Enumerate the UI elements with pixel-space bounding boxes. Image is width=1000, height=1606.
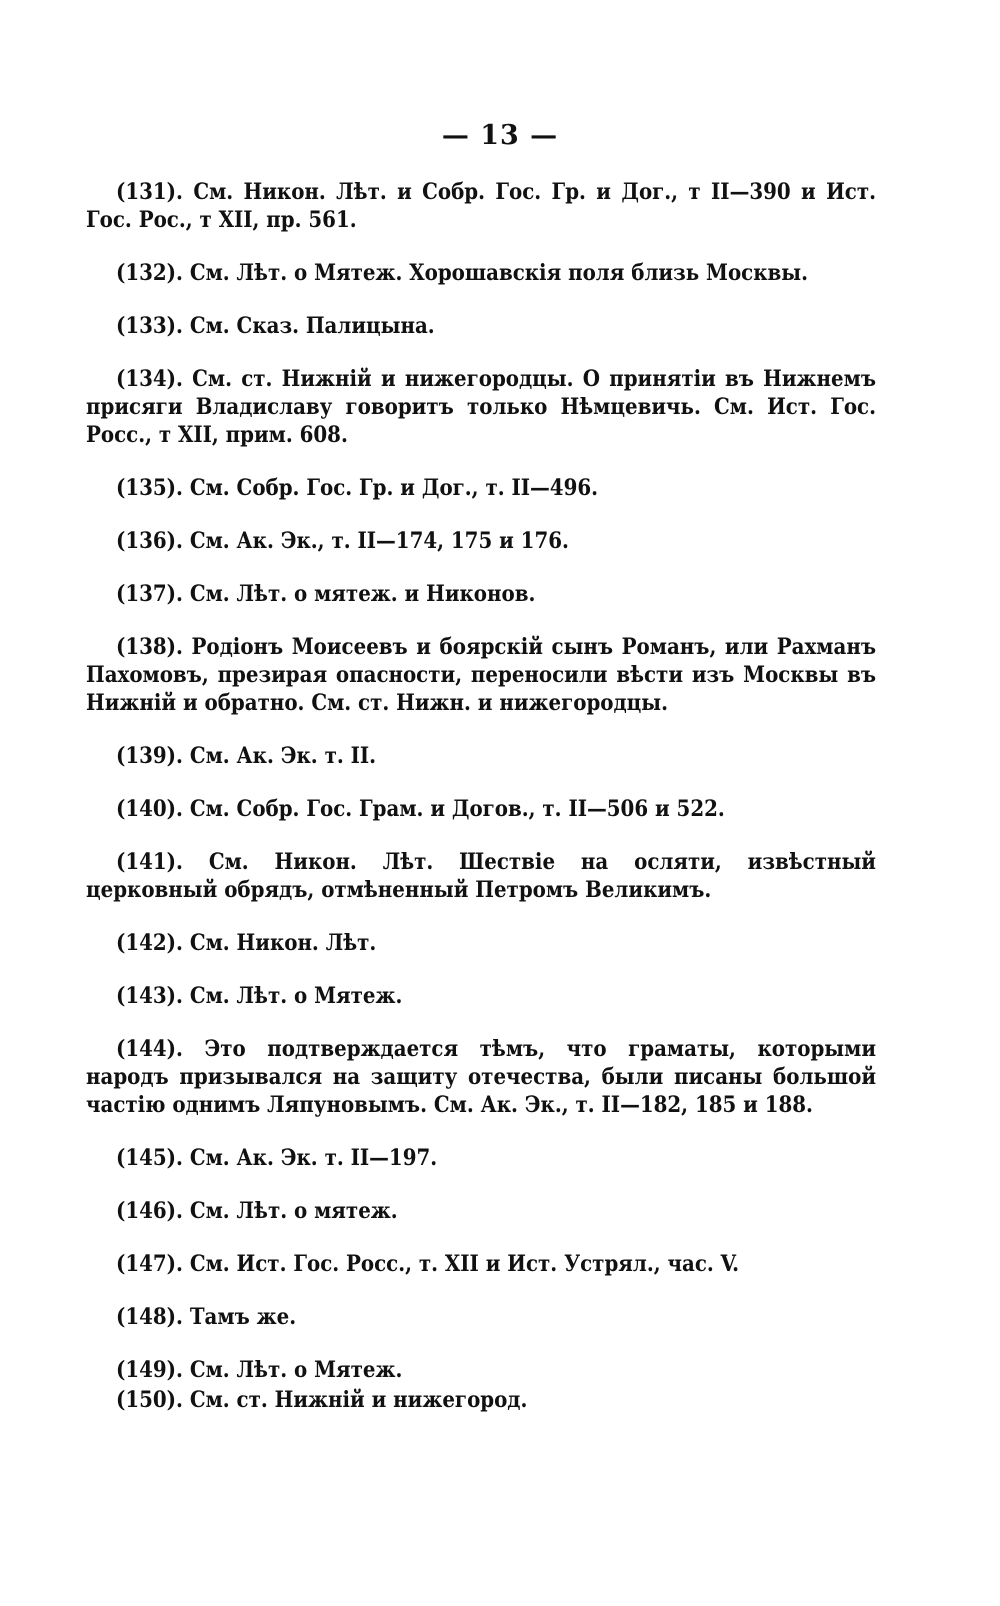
footnote-148 xyxy=(86,1303,876,1331)
footnote-number: (148). xyxy=(116,1304,183,1330)
footnote-149 xyxy=(86,1356,876,1384)
footnote-number: (134). xyxy=(116,366,183,392)
footnote-141 xyxy=(86,848,876,904)
footnote-text: См. Лѣт. о мятеж. xyxy=(189,1198,398,1224)
footnote-number: (150). xyxy=(116,1387,183,1413)
footnote-133 xyxy=(86,312,876,340)
footnote-text: См. Никон. Лѣт. xyxy=(189,930,377,956)
footnote-145 xyxy=(86,1144,876,1172)
footnote-number: (145). xyxy=(116,1145,183,1171)
footnote-number: (143). xyxy=(116,983,183,1009)
footnote-text: См. Ак. Эк. т. II. xyxy=(189,743,377,769)
footnotes-list xyxy=(86,178,876,1439)
footnote-number: (140). xyxy=(116,796,183,822)
footnote-text: Это подтверждается тѣмъ, что граматы, которыми народъ призывался на защиту отечества, были писаны большой частію однимъ Ляпуновымъ. См. Ак. Эк., т. II—182, 185 и 188. xyxy=(86,1036,877,1118)
footnote-144 xyxy=(86,1035,876,1119)
footnote-text: См. Ист. Гос. Росс., т. XII и Ист. Устрял., час. V. xyxy=(189,1251,740,1277)
footnote-text: См. Ак. Эк. т. II—197. xyxy=(189,1145,438,1171)
footnote-147 xyxy=(86,1250,876,1278)
footnote-number: (144). xyxy=(116,1036,183,1062)
footnote-text: Родіонъ Моисеевъ и боярскій сынъ Романъ, или Рахманъ Пахомовъ, презирая опасности, переносили вѣсти изъ Москвы въ Нижній и обратно. См. ст. Нижн. и нижегородцы. xyxy=(86,634,876,716)
footnote-text: См. Собр. Гос. Грам. и Догов., т. II—506 и 522. xyxy=(189,796,725,822)
footnote-text: См. Сказ. Палицына. xyxy=(189,313,435,339)
footnote-number: (142). xyxy=(116,930,183,956)
footnote-number: (149). xyxy=(116,1357,183,1383)
footnote-146 xyxy=(86,1197,876,1225)
footnote-137 xyxy=(86,580,876,608)
footnote-number: (147). xyxy=(116,1251,183,1277)
footnote-text: См. Собр. Гос. Гр. и Дог., т. II—496. xyxy=(189,475,598,501)
footnote-text: См. Никон. Лѣт. и Собр. Гос. Гр. и Дог., т II—390 и Ист. Гос. Рос., т XII, пр. 561. xyxy=(86,179,876,233)
footnote-139 xyxy=(86,742,876,770)
footnote-number: (137). xyxy=(116,581,183,607)
footnote-143 xyxy=(86,982,876,1010)
footnote-number: (136). xyxy=(116,528,183,554)
footnote-text: См. Лѣт. о мятеж. и Никонов. xyxy=(189,581,536,607)
footnote-135 xyxy=(86,474,876,502)
footnote-text: См. Лѣт. о Мятеж. xyxy=(189,1357,403,1383)
footnote-number: (146). xyxy=(116,1198,183,1224)
footnote-text: См. ст. Нижній и нижегородцы. О принятіи въ Нижнемъ присяги Владиславу говоритъ только Нѣмцевичь. См. Ист. Гос. Росс., т XII, прим. 608. xyxy=(86,366,877,448)
page-number: — 13 — xyxy=(441,120,559,151)
footnote-132 xyxy=(86,259,876,287)
footnote-142 xyxy=(86,929,876,957)
footnote-number: (132). xyxy=(116,260,183,286)
footnote-number: (139). xyxy=(116,743,183,769)
footnote-131 xyxy=(86,178,876,234)
footnote-text: См. Ак. Эк., т. II—174, 175 и 176. xyxy=(189,528,569,554)
footnote-number: (138). xyxy=(116,634,183,660)
footnote-140 xyxy=(86,795,876,823)
footnote-134 xyxy=(86,365,876,449)
footnote-text: Тамъ же. xyxy=(189,1304,297,1330)
footnote-text: См. Лѣт. о Мятеж. xyxy=(189,983,403,1009)
footnote-138 xyxy=(86,633,876,717)
footnote-text: См. Никон. Лѣт. Шествіе на осляти, извѣстный церковный обрядъ, отмѣненный Петромъ Великимъ. xyxy=(86,849,876,903)
footnote-136 xyxy=(86,527,876,555)
footnote-text: См. ст. Нижній и нижегород. xyxy=(189,1387,528,1413)
footnote-number: (141). xyxy=(116,849,183,875)
footnote-text: См. Лѣт. о Мятеж. Хорошавскія поля близь Москвы. xyxy=(189,260,808,286)
footnote-150 xyxy=(86,1386,876,1414)
footnote-number: (135). xyxy=(116,475,183,501)
footnote-number: (133). xyxy=(116,313,183,339)
footnote-number: (131). xyxy=(116,179,183,205)
